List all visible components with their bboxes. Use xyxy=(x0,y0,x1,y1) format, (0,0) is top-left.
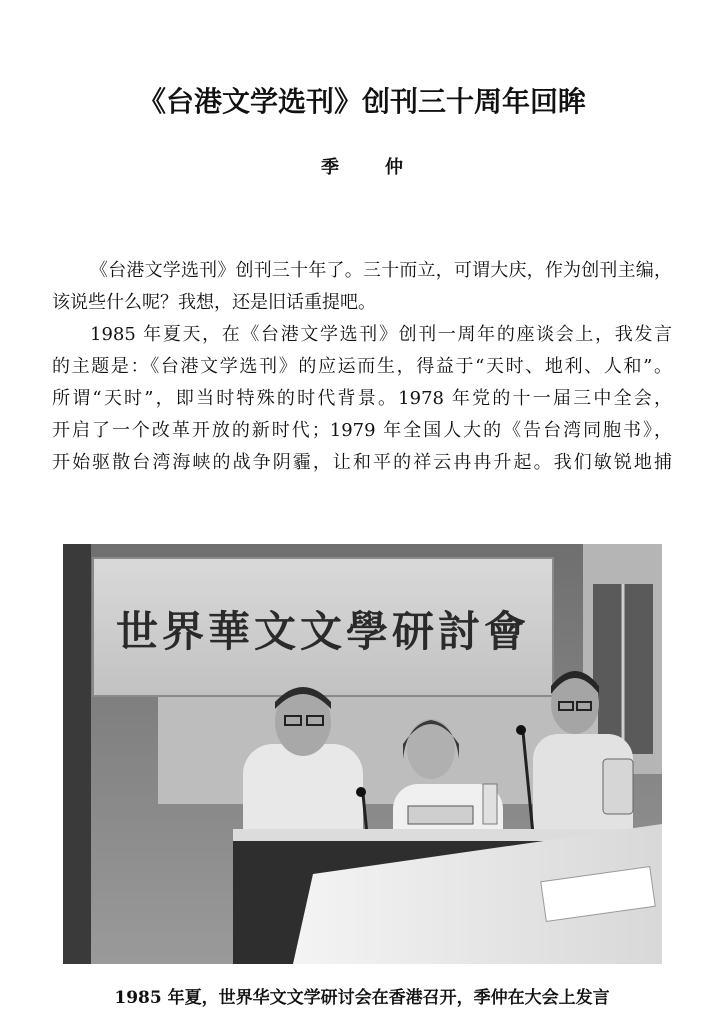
text-line: 该说些什么呢？我想，还是旧话重提吧。 xyxy=(52,292,376,313)
text-line: 开启了一个改革开放的新时代；1979 年全国人大的《告台湾同胞书》， xyxy=(52,420,672,441)
article-author: 季 仲 xyxy=(321,157,417,178)
paragraph-2 xyxy=(52,319,672,479)
paragraph-1 xyxy=(52,255,672,319)
text-line: 开始驱散台湾海峡的战争阴霾，让和平的祥云冉冉升起。我们敏锐地捕 xyxy=(52,452,672,473)
article-body xyxy=(52,255,672,479)
conference-photo xyxy=(63,544,662,964)
banner-text: 世界華文文學研討會 xyxy=(115,607,531,656)
text-line: 所谓“天时”，即当时特殊的时代背景。1978 年党的十一届三中全会， xyxy=(52,388,672,409)
text-line: 的主题是：《台港文学选刊》的应运而生，得益于“天时、地利、人和”。 xyxy=(52,356,672,377)
text-line: 1985 年夏天，在《台港文学选刊》创刊一周年的座谈会上，我发言 xyxy=(90,324,672,345)
photo-illustration xyxy=(63,544,662,964)
photo-caption: 1985 年夏，世界华文文学研讨会在香港召开，季仲在大会上发言 xyxy=(114,988,610,1008)
article-title: 《台港文学选刊》创刊三十周年回眸 xyxy=(137,85,586,118)
text-line: 《台港文学选刊》创刊三十年了。三十而立，可谓大庆，作为创刊主编， xyxy=(90,260,672,281)
